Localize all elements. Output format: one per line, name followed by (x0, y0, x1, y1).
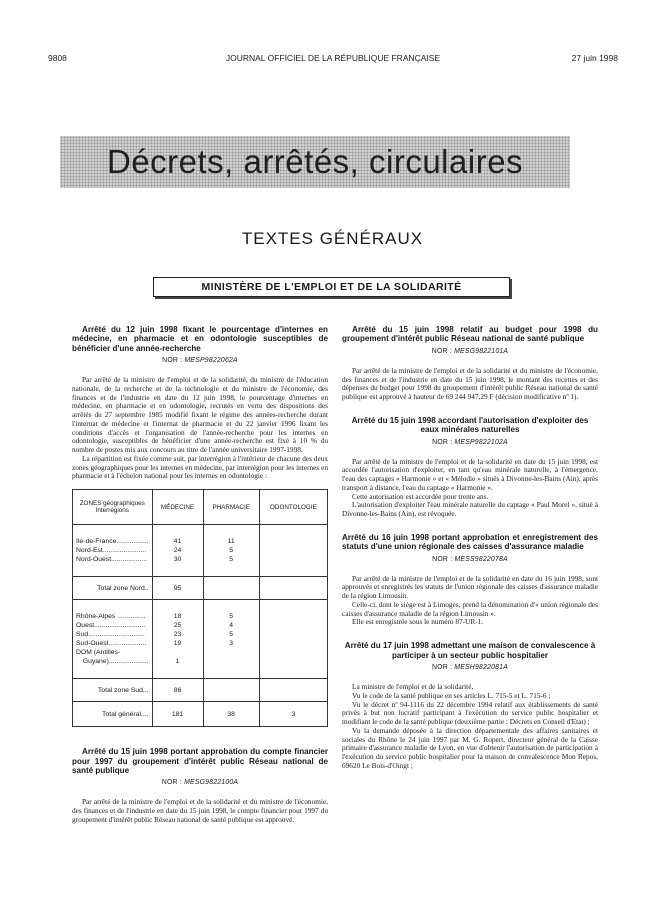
nor-code: MESG9822101A (454, 347, 509, 355)
banner-title: Décrets, arrêtés, circulaires (106, 143, 524, 180)
nor-reference: NOR : MESS9822078A (432, 555, 508, 563)
nor-code: MESG9822100A (184, 779, 239, 787)
left-column (72, 325, 328, 825)
right-column (342, 325, 598, 771)
article-title: Arrêté du 16 juin 1998 portant approbation et enregistrement des statuts d'une union régionale des caisses d'assurance maladie (342, 532, 598, 552)
col-header-pharmacie: PHARMACIE (203, 490, 259, 525)
table-row: Nord-Ouest................... 30 5 (73, 555, 328, 564)
nor-reference: NOR : MESP9822102A (432, 438, 508, 446)
table-row: Nord-Est....................... 24 5 (73, 546, 328, 555)
article-paragraph: La ministre de l'emploi et de la solidarité, (352, 682, 474, 691)
table-header-row (73, 490, 328, 525)
article-title: Arrêté du 17 juin 1998 admettant une maison de convalescence à participer à un secteur public hospitalier (344, 641, 596, 660)
article-16-juin-union-regionale (342, 533, 598, 627)
article-paragraph: Par arrêté de la ministre de l'emploi et de la solidarité, du ministre de l'éducation nationale, de la recherche et de la technologie et du ministre de l'économie, des finances et de l'industrie en date du 12 juin 1998, le pourcentage d'internes en médecine, en pharmacie et en odontologie, recrutés en vertu des dispositions des arrêtés du 27 septembre 1985 modifié fixant le régime des années-recherche durant l'internat de médecine et l'internat de pharmacie et du 22 janvier 1996 fixant les conditions d'accès et l'organisation de l'année-recherche pour les internes en odontologie, susceptibles de bénéficier d'une année-recherche est fixé à 10 % du nombre de postes mis aux concours au titre de l'année universitaire 1997-1998. (72, 375, 328, 455)
article-paragraph: Celle-ci, dont le siège est à Limoges, prend la dénomination d'« union régionale des caisses d'assurance maladie de la région Limousin ». (342, 599, 598, 618)
article-paragraph: Cette autorisation est accordée pour trente ans. (352, 491, 489, 501)
table-row: DOM (Antilles- (73, 648, 328, 657)
repartition-table (72, 489, 328, 727)
nor-reference: NOR : MESG9822101A (431, 347, 509, 355)
table-row: Ouest........................... 25 4 (73, 621, 328, 630)
nor-reference: NOR : MESH9822081A (431, 664, 508, 671)
table-spacer (73, 666, 328, 679)
article-paragraph: Vu la demande déposée à la direction départementale des affaires sanitaires et sociales du Rhône le 24 juin 1997 par M. G. Ropert, directeur général de la Caisse primaire d'assurance maladie de Lyon, en vue d'obtenir l'autorisation de participation à l'exécution du service public hospitalier pour la maison de convalescence Mon Repos, 69620 Le Bois-d'Oingt ; (342, 725, 598, 770)
article-paragraph: Elle est enregistrée sous le numéro 87-UR-1. (352, 617, 484, 627)
section-title: TEXTES GÉNÉRAUX (241, 229, 424, 248)
article-15-juin-compte-financier (72, 747, 328, 824)
section-banner (60, 136, 570, 188)
nor-code: MESS9822078A (454, 555, 508, 563)
table-spacer (73, 600, 328, 613)
table-row: Ile-de-France................. 41 11 (73, 537, 328, 546)
article-paragraph: L'autorisation d'exploiter l'eau minérale naturelle du captage « Paul Morel », situé à Divonne-les-Bains (Ain), est révoquée. (342, 500, 598, 519)
article-title: Arrêté du 15 juin 1998 portant approbation du compte financier pour 1997 du groupement d'intérêt public Réseau national de santé publique (72, 747, 328, 776)
ministry-title: MINISTÈRE DE L'EMPLOI ET DE LA SOLIDARITÉ (153, 277, 510, 297)
article-paragraph: Vu le code de la santé publique en ses articles L. 715-5 et L. 715-6 ; (352, 690, 551, 700)
article-paragraph: Par arrêté de la ministre de l'emploi et de la solidarité et du ministre de l'économie, des finances et de l'industrie en date du 15 juin 1998, le montant des recettes et des dépenses du budget pour 1998 du groupement d'intérêt public Réseau national de santé publique est approuvé à hauteur de 69 244 947,29 F (décision modificative nº 1). (342, 365, 598, 402)
issue-date: 27 juin 1998 (571, 53, 618, 63)
article-15-juin-budget (342, 325, 598, 402)
nor-code: MESP9822102A (454, 438, 508, 446)
nor-reference: NOR : MESP9822062A (162, 357, 238, 365)
article-paragraph: La répartition est fixée comme suit, par interrégion à l'intérieur de chacune des deux zones géographiques pour les internes en médecine, par interrégion pour les internes en pharmacie et à l'échelon national pour les internes en odontologie : (72, 453, 328, 481)
page-number: 9808 (48, 53, 67, 63)
article-title: Arrêté du 15 juin 1998 relatif au budget pour 1998 du groupement d'intérêt public Réseau national de santé publique (342, 325, 598, 344)
nor-code: MESH9822081A (454, 664, 508, 671)
col-header-zones: ZONES géographiques Interrégions (73, 490, 153, 525)
table-row: Rhône-Alpes ............... 18 5 (73, 612, 328, 621)
col-header-odontologie: ODONTOLOGIE (259, 490, 327, 525)
article-title: Arrêté du 15 juin 1998 accordant l'autorisation d'exploiter des eaux minérales naturelles (351, 415, 589, 435)
table-total-row: Total zone Sud... 86 (73, 679, 328, 702)
article-title: Arrêté du 12 juin 1998 fixant le pourcentage d'internes en médecine, en pharmacie et en odontologie susceptibles de bénéficier d'une année-recherche (72, 325, 328, 353)
article-paragraph: Par arrêté de la ministre de l'emploi et de la solidarité en date du 16 juin 1998, sont approuvés et enregistrés les statuts de l'union régionale des caisses d'assurance maladie de la région Limousin. (342, 573, 598, 601)
running-header (48, 53, 618, 65)
table-row: Sud-Ouest.................... 19 3 (73, 639, 328, 648)
article-12-juin-internes (72, 325, 328, 727)
table-grand-total-row: Total général.... 181 38 3 (73, 702, 328, 727)
article-paragraph: Par arrêté de la ministre de l'emploi et de la solidarité et du ministre de l'économie, des finances et de l'industrie en date du 15 juin 1998, le compte financier pour 1997 du groupement d'intérêt public Réseau national de santé publique est approuvé. (72, 797, 328, 824)
table-spacer (73, 525, 328, 538)
table-total-row: Total zone Nord.. 95 (73, 577, 328, 600)
table-spacer (73, 564, 328, 577)
article-paragraph: Par arrêté de la ministre de l'emploi et de la solidarité en date du 15 juin 1998, est accordée l'autorisation d'exploiter, en tant qu'eau minérale naturelle, à l'émergence, l'eau des captages « Harmonie » et « Mélodie » situés à Divonne-les-Bains (Ain), après transport à distance, l'eau du captage « Harmonie ». (342, 456, 598, 492)
table-row: Sud.............................. 23 5 (73, 630, 328, 639)
col-header-medecine: MÉDECINE (152, 490, 203, 525)
journal-title: JOURNAL OFFICIEL DE LA RÉPUBLIQUE FRANÇAISE (225, 53, 441, 63)
nor-reference: NOR : MESG9822100A (161, 779, 239, 787)
article-17-juin-maison-convalescence (342, 641, 598, 770)
article-15-juin-eaux-minerales (342, 416, 598, 519)
table-row: Guyane)..................... 1 (73, 657, 328, 666)
nor-code: MESP9822062A (184, 357, 238, 365)
article-paragraph: Vu le décret nº 94-1116 du 22 décembre 1994 relatif aux établissements de santé privés à but non lucratif participant à l'exécution du service public hospitalier et modifiant le code de la santé publique (deuxième partie : Décrets en Conseil d'Etat) ; (342, 699, 598, 726)
